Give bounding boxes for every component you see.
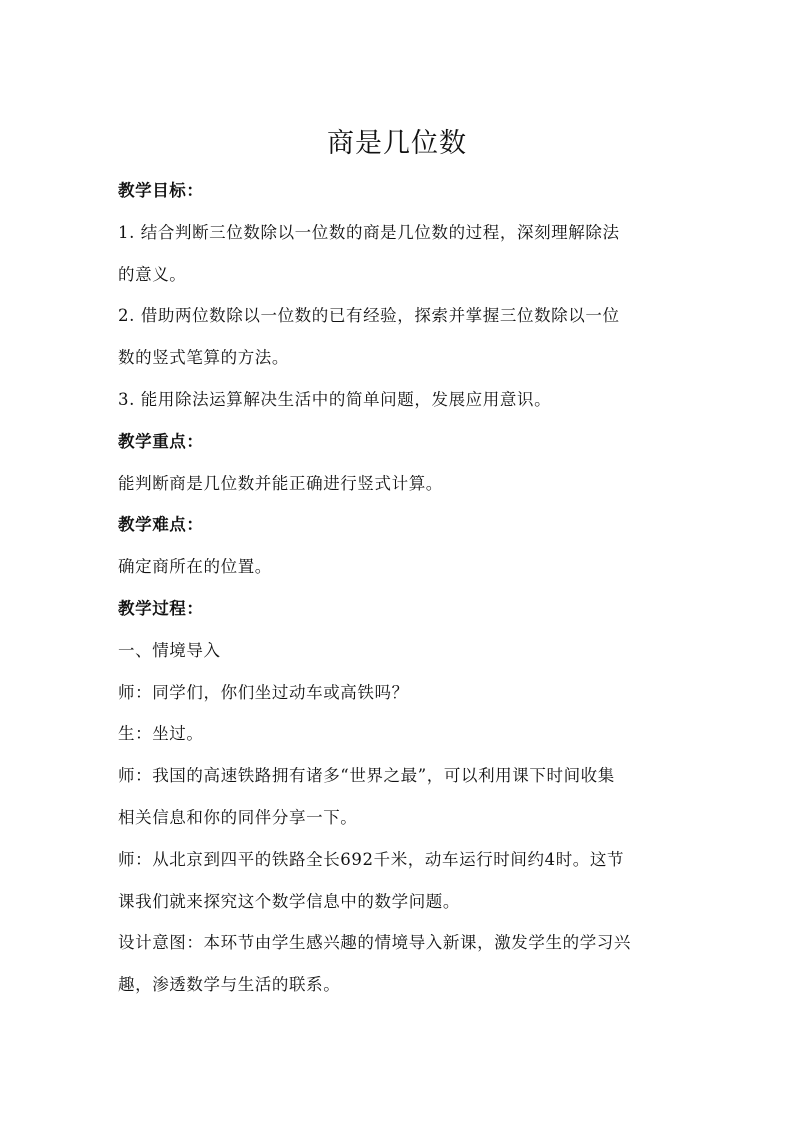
paragraph-line: 的意义。	[118, 264, 187, 284]
design-intent-line: 趣，渗透数学与生活的联系。	[118, 975, 341, 995]
section-heading-process: 教学过程：	[118, 598, 204, 618]
paragraph-line: 确定商所在的位置。	[118, 557, 272, 577]
dialogue-line: 课我们就来探究这个数学信息中的数学问题。	[118, 891, 460, 911]
dialogue-line: 相关信息和你的同伴分享一下。	[118, 807, 358, 827]
subsection-heading: 一、情境导入	[118, 640, 221, 660]
section-heading-key-points: 教学重点：	[118, 431, 204, 451]
dialogue-line: 生：坐过。	[118, 724, 204, 744]
paragraph-line: 1. 结合判断三位数除以一位数的商是几位数的过程，深刻理解除法	[118, 222, 620, 242]
design-intent-line: 设计意图：本环节由学生感兴趣的情境导入新课，激发学生的学习兴	[118, 933, 631, 953]
dialogue-line: 师：从北京到四平的铁路全长692千米，动车运行时间约4时。这节	[118, 849, 625, 869]
dialogue-line: 师：同学们，你们坐过动车或高铁吗？	[118, 682, 409, 702]
paragraph-line: 能判断商是几位数并能正确进行竖式计算。	[118, 473, 443, 493]
section-heading-objectives: 教学目标：	[118, 181, 204, 200]
paragraph-line: 数的竖式笔算的方法。	[118, 348, 289, 368]
paragraph-line: 2. 借助两位数除以一位数的已有经验，探索并掌握三位数除以一位	[118, 306, 620, 326]
paragraph-line: 3. 能用除法运算解决生活中的简单问题，发展应用意识。	[118, 389, 552, 409]
document-body	[118, 170, 680, 1006]
dialogue-line: 师：我国的高速铁路拥有诸多“世界之最”，可以利用课下时间收集	[118, 766, 615, 786]
document-title: 商是几位数	[327, 128, 467, 159]
section-heading-difficulties: 教学难点：	[118, 515, 204, 535]
